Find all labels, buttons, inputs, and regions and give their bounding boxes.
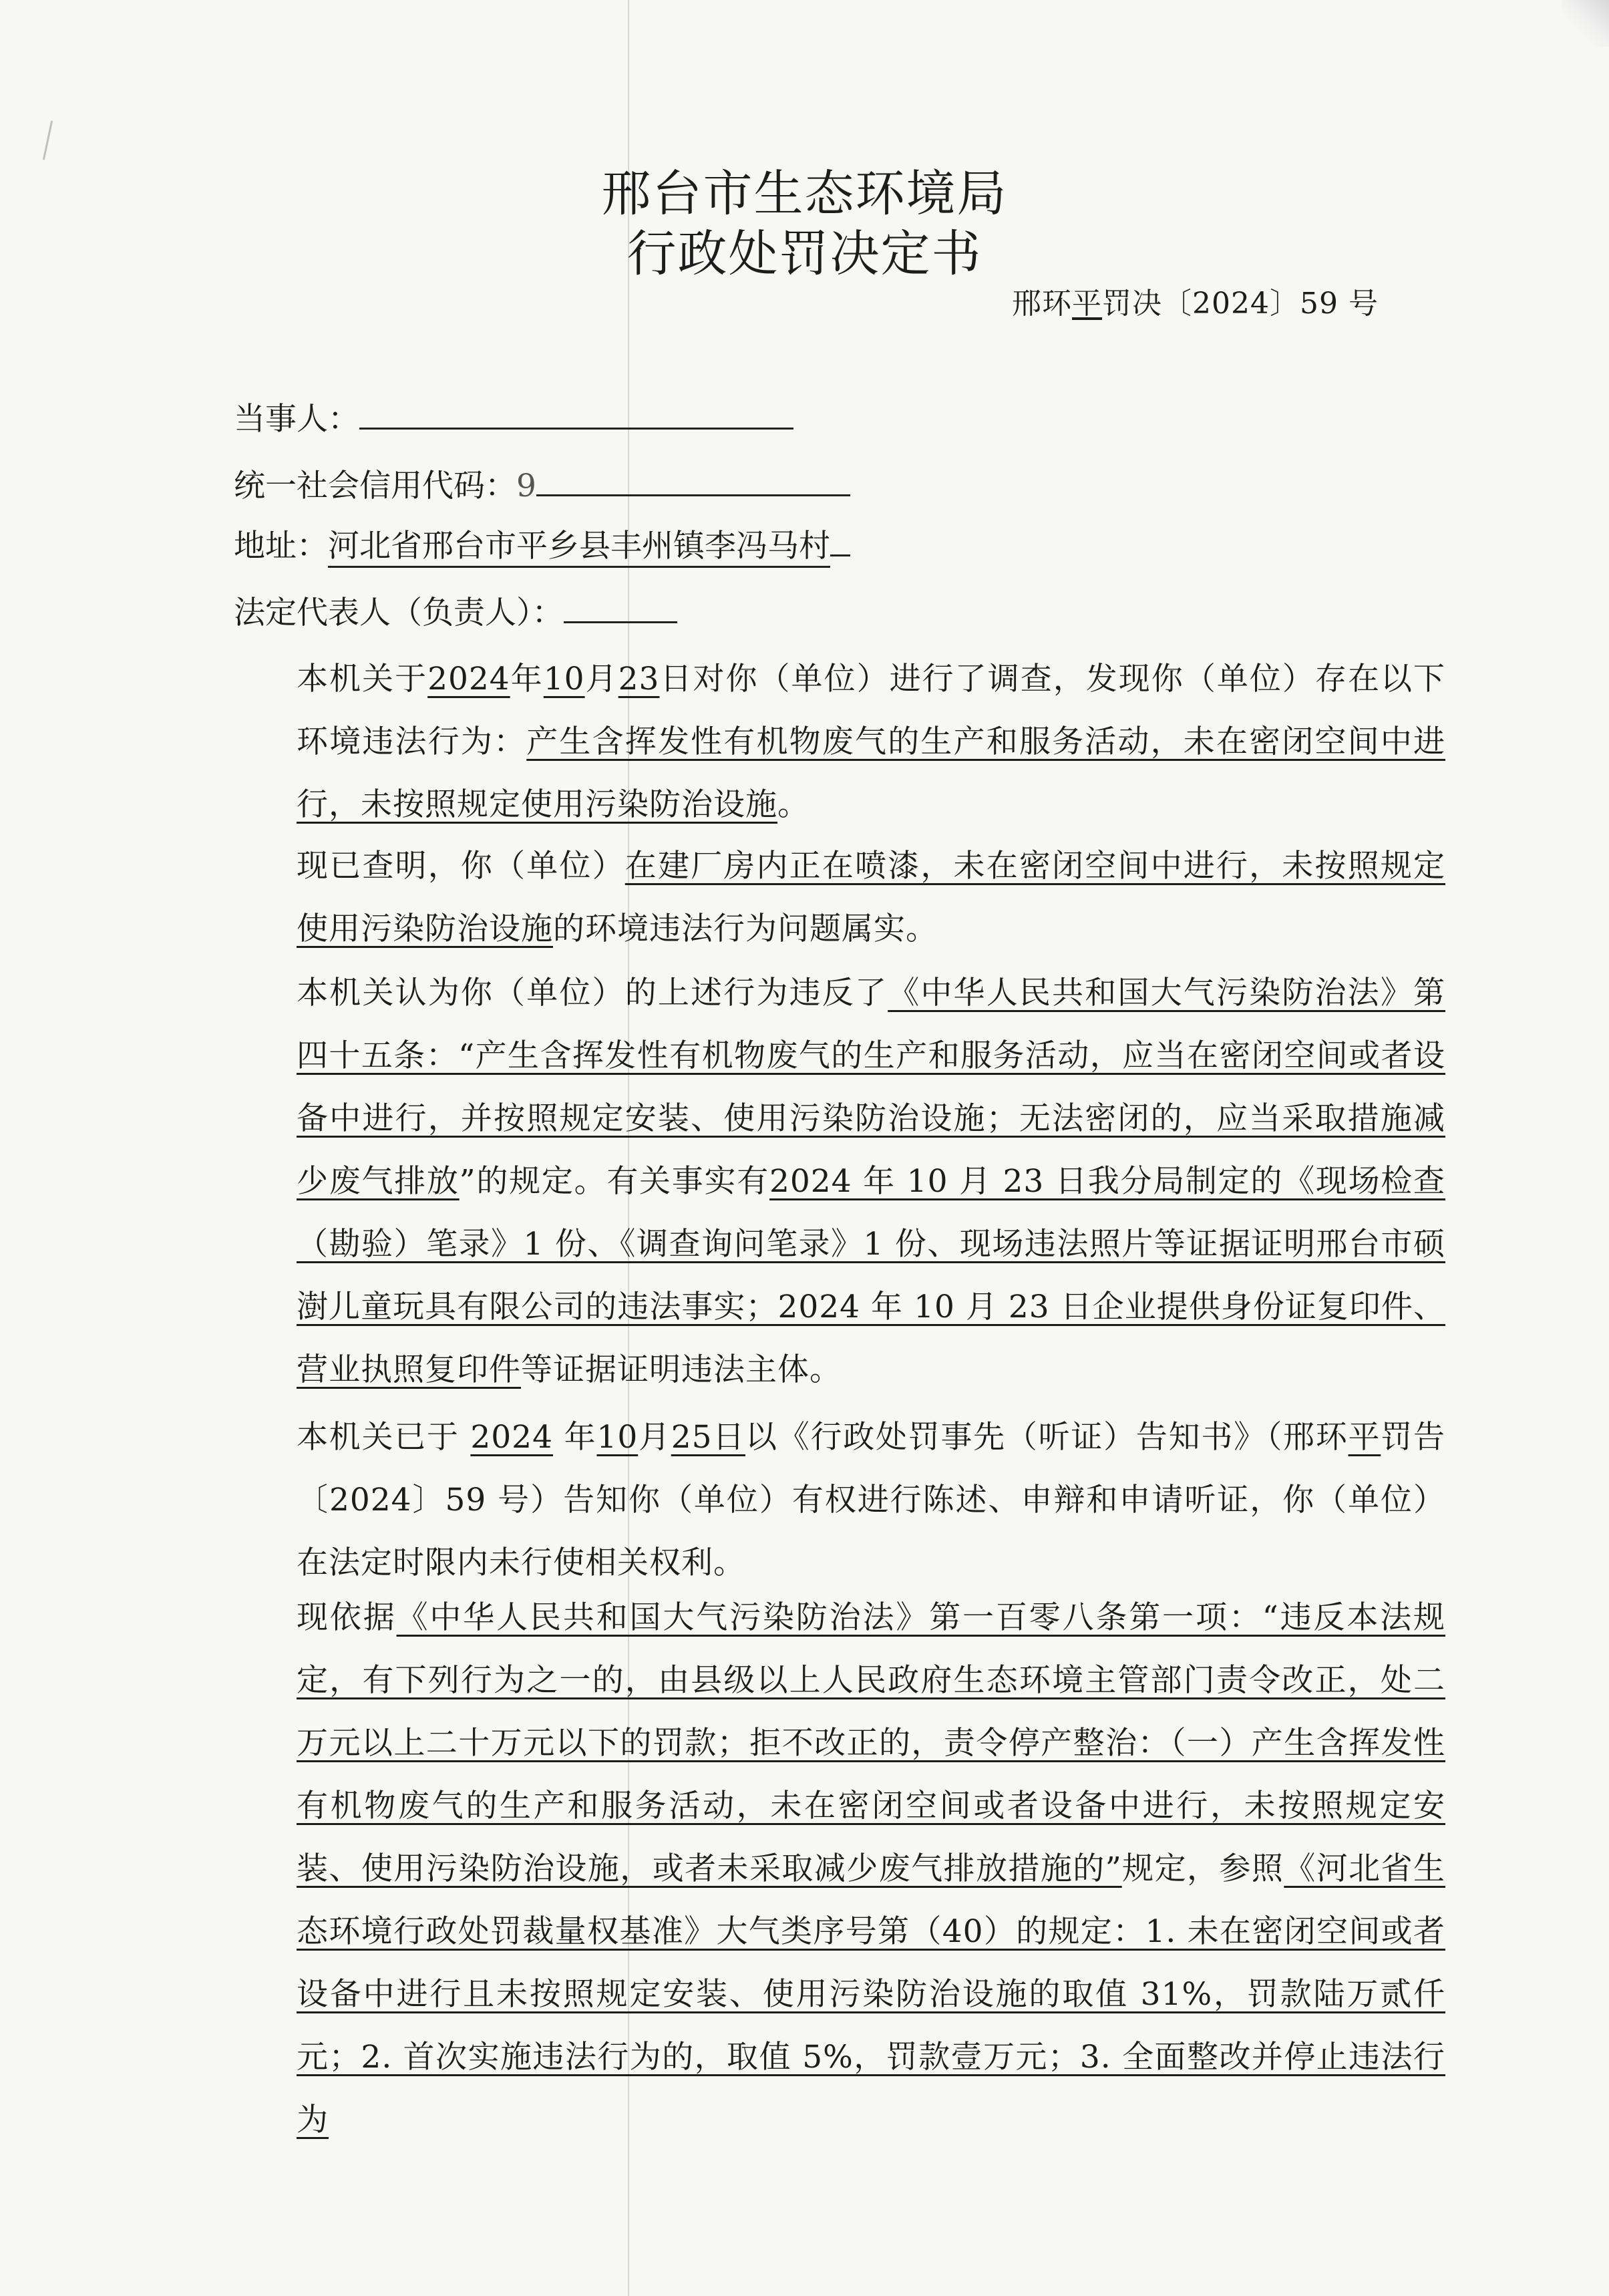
legal-rep-redacted-blank bbox=[564, 588, 677, 623]
document-number bbox=[1012, 284, 1379, 324]
p5-discretion-standard: 《河北省生态环境行政处罚裁量权基准》大气类序号第（40）的规定：1. 未在密闭空间或者设备中进行且未按照规定安装、使用污染防治设施的取值 31%，罚款陆万贰仟元；2. 首次实施违法行为的，取值 5%，罚款壹万元；3. 全面整改并停止违法行为 bbox=[297, 1850, 1446, 2138]
document-title-agency: 邢台市生态环境局 bbox=[601, 165, 1008, 222]
party-field bbox=[234, 394, 793, 443]
address-label: 地址： bbox=[234, 528, 328, 564]
paragraph-penalty-basis bbox=[234, 1587, 1445, 2152]
p4-day: 25 bbox=[671, 1419, 713, 1456]
p1-text-a: 本机关于 bbox=[297, 661, 428, 697]
address-trailing-line bbox=[830, 521, 850, 556]
document-title-type: 行政处罚决定书 bbox=[627, 225, 982, 283]
scan-edge-mark bbox=[43, 120, 53, 160]
p3-text-c: 等证据证明违法主体。 bbox=[521, 1351, 842, 1388]
p3-text-a: 本机关认为你（单位）的上述行为违反了 bbox=[297, 975, 888, 1011]
paragraph-finding bbox=[234, 835, 1445, 961]
p3-text-b: ”的规定。有关事实有 bbox=[459, 1163, 769, 1200]
doc-number-underlined: 平 bbox=[1072, 287, 1103, 321]
address-field bbox=[234, 521, 850, 570]
credit-code-field bbox=[234, 461, 850, 510]
credit-code-visible-char: 9 bbox=[516, 468, 536, 504]
p1-text-c: 月 bbox=[584, 661, 618, 697]
scan-corner-shadow bbox=[1562, 0, 1609, 47]
p4-text-e: 以《行政处罚事先（听证）告知书》（邢环 bbox=[745, 1419, 1349, 1456]
party-label: 当事人： bbox=[234, 401, 359, 438]
p1-text-e: 。 bbox=[777, 786, 810, 823]
p2-finding: 在建厂房内正在喷漆，未在密闭空间中进行，未按照规定使用污染防治设施 bbox=[297, 848, 1445, 947]
p4-text-d: 日 bbox=[712, 1419, 746, 1456]
party-redacted-blank bbox=[359, 394, 793, 430]
paragraph-legal-violation bbox=[234, 962, 1445, 1402]
doc-number-suffix: 罚决〔2024〕59 号 bbox=[1102, 287, 1379, 321]
paragraph-investigation bbox=[234, 648, 1445, 836]
p3-evidence: 2024 年 10 月 23 日我分局制定的《现场检查（勘验）笔录》1 份、《调查询问笔录》1 份、现场违法照片等证据证明邢台市硕澍儿童玩具有限公司的违法事实；2024 年 10 月 23 日企业提供身份证复印件、营业执照复印件 bbox=[297, 1163, 1446, 1388]
p5-legal-basis: 《中华人民共和国大气污染防治法》第一百零八条第一项：“违反本法规定，有下列行为之一的，由县级以上人民政府生态环境主管部门责令改正，处二万元以上二十万元以下的罚款；拒不改正的，责令停产整治：（一）产生含挥发性有机物废气的生产和服务活动，未在密闭空间或者设备中进行，未按照规定安装、使用污染防治设施，或者未采取减少废气排放措施的” bbox=[297, 1599, 1446, 1887]
p4-text-a: 本机关已于 bbox=[297, 1419, 471, 1456]
doc-number-prefix: 邢环 bbox=[1012, 287, 1073, 321]
p4-text-b: 年 bbox=[553, 1419, 597, 1456]
p1-text-d: 日对你（单位）进行了调查，发现你（单位）存在以下环境违法行为： bbox=[297, 661, 1445, 760]
legal-rep-label: 法定代表人（负责人）： bbox=[234, 595, 564, 631]
p1-year: 2024 bbox=[427, 661, 510, 697]
p1-violation: 产生含挥发性有机物废气的生产和服务活动，未在密闭空间中进行，未按照规定使用污染防治设施 bbox=[297, 723, 1446, 823]
p5-text-a: 现依据 bbox=[297, 1599, 397, 1636]
p4-text-f: 罚告〔2024〕59 号）告知你（单位）有权进行陈述、申辩和申请听证，你（单位）在法定时限内未行使相关权利。 bbox=[297, 1419, 1446, 1581]
p4-ping: 平 bbox=[1348, 1419, 1381, 1456]
p2-text-a: 现已查明，你（单位） bbox=[297, 848, 625, 884]
p3-law-citation: 《中华人民共和国大气污染防治法》第四十五条：“产生含挥发性有机物废气的生产和服务活动，应当在密闭空间或者设备中进行，并按照规定安装、使用污染防治设施；无法密闭的，应当采取措施减少废气排放 bbox=[297, 975, 1446, 1200]
p4-month: 10 bbox=[596, 1419, 639, 1456]
address-value: 河北省邢台市平乡县丰州镇李冯马村 bbox=[328, 528, 830, 568]
p1-month: 10 bbox=[543, 661, 585, 697]
legal-rep-field bbox=[234, 588, 677, 637]
paragraph-notice bbox=[234, 1406, 1445, 1595]
p1-day: 23 bbox=[618, 661, 660, 697]
p4-text-c: 月 bbox=[638, 1419, 671, 1456]
credit-code-label: 统一社会信用代码： bbox=[234, 468, 516, 504]
p4-year: 2024 bbox=[470, 1419, 553, 1456]
p5-text-b: 规定，参照 bbox=[1121, 1850, 1284, 1887]
p1-text-b: 年 bbox=[510, 661, 544, 697]
p2-text-b: 的环境违法行为问题属实。 bbox=[553, 911, 938, 947]
credit-code-redacted-blank bbox=[536, 461, 850, 496]
